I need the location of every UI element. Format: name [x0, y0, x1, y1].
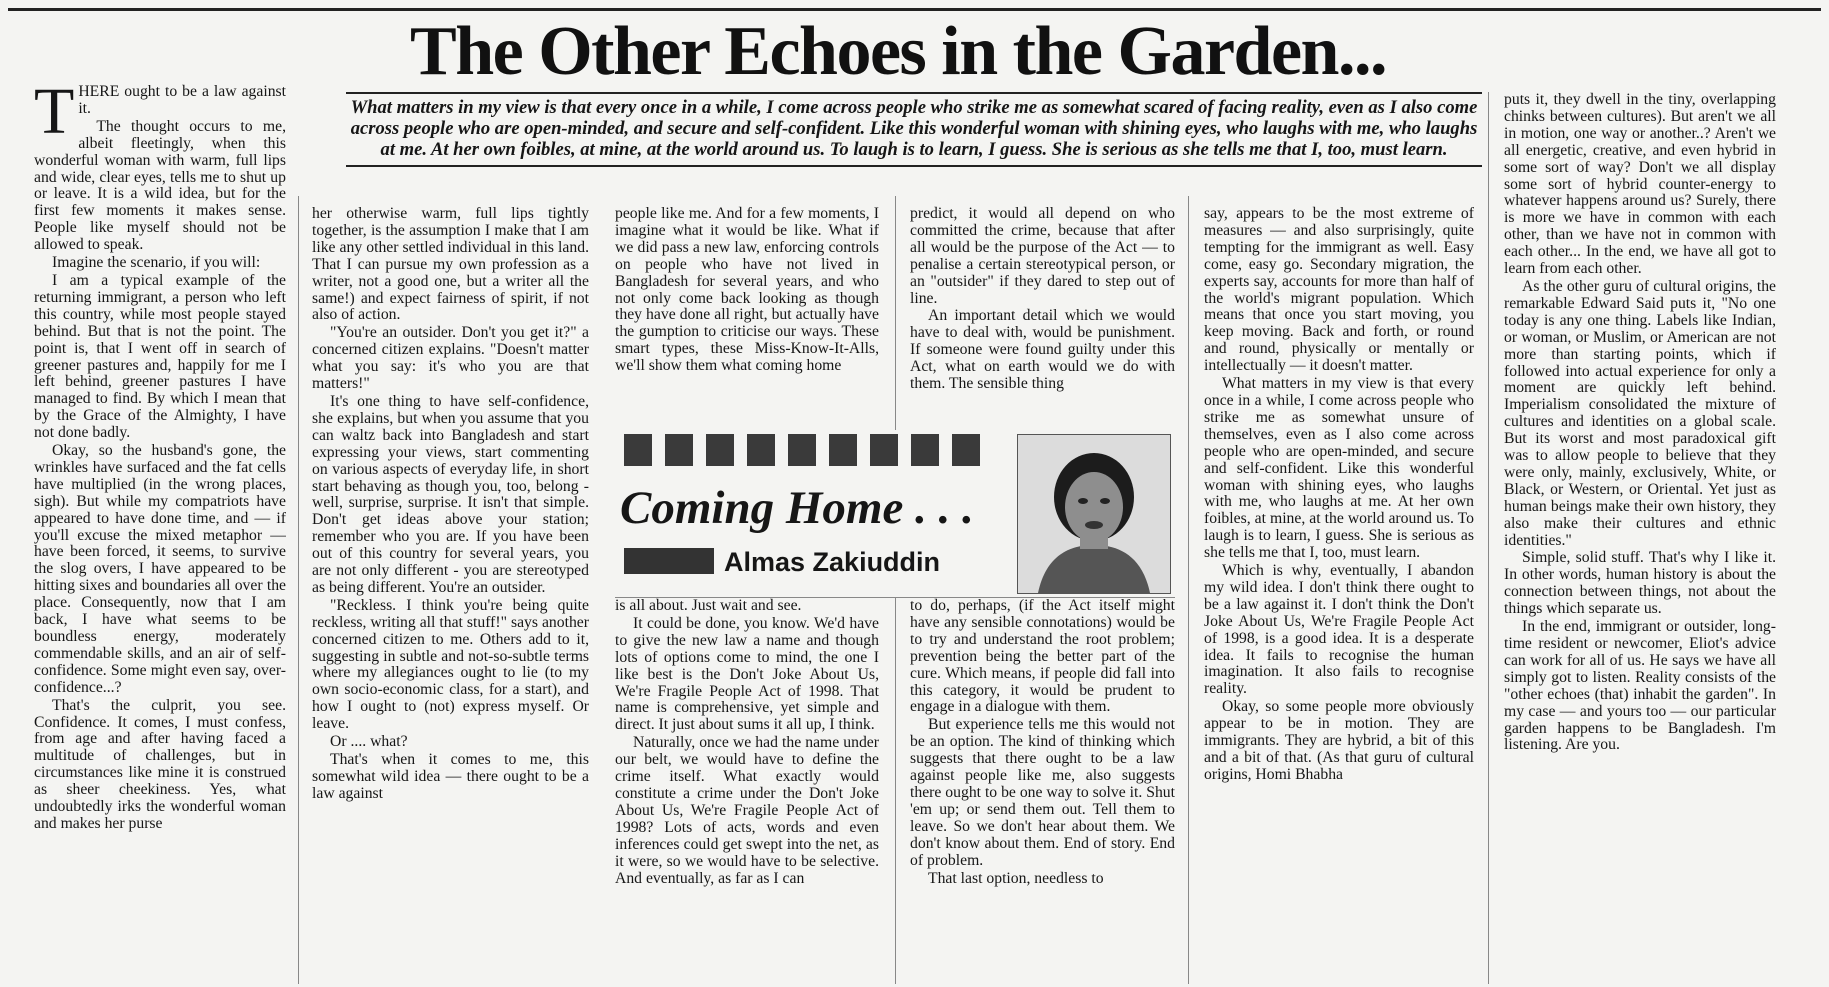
square-icon — [624, 434, 652, 466]
article-paragraph: Or .... what? — [330, 733, 408, 751]
author-byline: Almas Zakiuddin — [724, 547, 941, 577]
article-paragraph: people like me. And for a few moments, I imagine what it would be like. What if we did pass a new law, enforcing controls on people who have not lived in Bangladesh for several years, and who not only come back looking as though they have done all right, but actually have the gumption to criticise our ways. These smart types, these Miss-Know-It-Alls, we'll show them what coming home — [615, 206, 879, 375]
byline-bar — [624, 548, 714, 574]
column-divider — [895, 196, 896, 430]
article-paragraph: That last option, needless to — [928, 869, 1104, 887]
article-paragraph: I am a typical example of the returning immigrant, a person who left this country, while most people stayed behind. But that is not the point. The point is, that I went off in search of greener pastures and, happily for me I left behind, greener pastures I have managed to find. By which I mean that by the Grace of the Almighty, I have not done badly. — [34, 271, 286, 442]
article-paragraph: But experience tells me this would not be an option. The kind of thinking which suggests that there ought to be a law against people like me, also suggests there ought to be one way to solve it. Shut 'em up; or send them out. Tell them to leave. So we don't hear about them. We don't know about them. End of story. End of problem. — [910, 716, 1175, 869]
portrait-icon — [1018, 435, 1170, 593]
article-paragraph: Naturally, once we had the name under our belt, we would have to define the crime itself. What exactly would constitute a crime under the Don't Joke About Us, We're Fragile People Act of 1998? Lots of acts, words and even inferences could get swept into the net, as it were, so we would have to be selective. And eventually, as far as I can — [615, 734, 879, 887]
article-paragraph: That's the culprit, you see. Confidence. It comes, I must confess, from age and after having faced a multitude of challenges, but in circumstances like mine it is construed as sheer cheekiness. Yes, what undoubtedly irks the wonderful woman and makes her purse — [34, 696, 286, 832]
article-paragraph: That's when it comes to me, this somewhat wild idea — there ought to be a law against — [312, 751, 589, 802]
article-paragraph: As the other guru of cultural origins, the remarkable Edward Said puts it, "No one today is any one thing. Labels like Indian, or woman, or Muslim, or American are not more than starting points, which if followed into actual experience for only a moment are quickly left behind. Imperialism consolidated the mixture of cultures and identities on a global scale. But its worst and most paradoxical gift was to allow people to believe that they were only, mainly, exclusively, White, or Black, or Western, or Oriental. Yet just as human beings make their own history, they also make their cultures and ethnic identities." — [1504, 277, 1776, 549]
article-paragraph: is all about. Just wait and see. — [615, 598, 802, 614]
article-column-4-bottom — [910, 598, 1175, 984]
square-icon — [911, 434, 939, 466]
article-paragraph: predict, it would all depend on who committed the crime, because that after all would be the purpose of the Act — to penalise a certain stereotypical person, or an "outsider" if they dared to step out of line. — [910, 206, 1175, 307]
article-paragraph: In the end, immigrant or outsider, long-time resident or newcomer, Eliot's advice can work for all of us. He says we have all simply got to listen. Reality consists of the "other echoes (that) inhabit the garden". In my case — and yours too — our particular garden happens to be Bangladesh. I'm listening. Are you. — [1504, 618, 1776, 754]
article-paragraph: say, appears to be the most extreme of measures — and also surprisingly, quite tempting for the immigrant as well. Easy come, easy go. Secondary migration, the experts say, accounts for more than half of the world's migrant population. Which means that once you start moving, you keep moving. Back and forth, or round and round, physically or mentally or intellectually — it doesn't matter. — [1204, 206, 1474, 375]
article-paragraph: her otherwise warm, full lips tightly together, is the assumption I make that I am like any other settled individual in this land. That I can pursue my own profession as a writer, not a good one, but a writer all the same!) and expect fairness of spirit, if not also of action. — [312, 206, 589, 324]
column-divider — [298, 196, 299, 984]
article-paragraph: It could be done, you know. We'd have to give the new law a name and though lots of options come to mind, the one I like best is the Don't Joke About Us, We're Fragile People Act of 1998. That name is comprehensive, yet simple and direct. It just about sums it all up, I think. — [615, 614, 879, 734]
decorative-squares — [624, 434, 980, 466]
square-icon — [747, 434, 775, 466]
article-paragraph: An important detail which we would have to deal with, would be punishment. If someone were found guilty under this Act, what on earth would we do with them. The sensible thing — [910, 307, 1175, 393]
pull-quote-text: What matters in my view is that every once in a while, I come across people who strike me as somewhat scared of facing reality, even as I also come across people who are open-minded, and secure and self-confident. Like this wonderful woman with shining eyes, who laughs with me, who laughs at me. At her own foibles, at mine, at the world around us. To laugh is to learn, I guess. She is serious as she tells me that I, too, must learn. — [350, 97, 1478, 161]
square-icon — [952, 434, 980, 466]
author-photo — [1017, 434, 1171, 594]
pull-quote — [346, 92, 1482, 167]
square-icon — [706, 434, 734, 466]
column-divider — [1488, 92, 1489, 984]
article-paragraph: Simple, solid stuff. That's why I like it. In other words, human history is about the connection between things, not about the things which separate us. — [1504, 549, 1776, 618]
top-rule — [8, 8, 1821, 11]
article-paragraph: "Reckless. I think you're being quite reckless, writing all that stuff!" says another concerned citizen to me. Others add to it, suggesting in subtle and not-so-subtle terms where my allegiances ought to lie (to my own socio-economic class, for a start), and how I ought to (not) express myself. Or leave. — [312, 596, 589, 733]
article-paragraph: It's one thing to have self-confidence, she explains, but when you assume that you can waltz back into Bangladesh and start expressing your views, start commenting on various aspects of everyday life, in short start behaving as though you, too, belong - well, surprise, surprise. It isn't that simple. Don't get ideas above your station; remember who you are. If you have been out of this country for several years, you are not only different - you are stereotyped as being different. You're an outsider. — [312, 392, 589, 596]
article-column-3-top — [615, 206, 879, 426]
article-paragraph: puts it, they dwell in the tiny, overlapping chinks between cultures). But aren't we all in motion, one way or another..? Aren't we all energetic, creative, and even hybrid in some sort of way? Don't we all display some sort of hybrid counter-energy to whatever happens around us? Surely, there is more we have in common with each other, than we have not in common with each other... In the end, we have all got to learn from each other. — [1504, 92, 1776, 278]
article-column-4-top — [910, 206, 1175, 426]
column-title: Coming Home . . . — [620, 482, 974, 534]
square-icon — [665, 434, 693, 466]
article-paragraph: Which is why, eventually, I abandon my wild idea. I don't think there ought to be a law against it. I don't think the Don't Joke About Us, We're Fragile People Act of 1998, is a good idea. It is a desperate idea. It fails to recognise the human imagination. It also fails to recognise reality. — [1204, 562, 1474, 698]
article-column-6 — [1504, 92, 1776, 984]
article-column-3-bottom — [615, 598, 879, 984]
article-column-1 — [34, 84, 286, 984]
article-paragraph: "You're an outsider. Don't you get it?" a concerned citizen explains. "Doesn't matter what you say: it's who you are that matters!" — [312, 324, 589, 393]
article-paragraph: Okay, so the husband's gone, the wrinkles have surfaced and the fat cells have multiplied (in the wrong places, sigh). But while my compatriots have appeared to have done time, and — if you'll excuse the mixed metaphor — have been forced, it seems, to survive the slog overs, I have appeared to be hitting sixes and boundaries all over the place. Consequently, now that I am back, I have what seems to be boundless energy, moderately commendable skills, and an air of self-confidence. Some might even say, over-confidence...? — [34, 442, 286, 696]
drop-cap: T — [34, 84, 75, 148]
article-column-2 — [312, 206, 589, 984]
column-divider — [1188, 196, 1189, 984]
article-paragraph: Imagine the scenario, if you will: — [52, 254, 261, 272]
article-paragraph: HERE ought to be a law against it. — [78, 84, 286, 117]
article-column-5 — [1204, 206, 1474, 984]
headline: The Other Echoes in the Garden... — [410, 13, 1386, 90]
article-paragraph: The thought occurs to me, albeit fleetingly, when this wonderful woman with warm, full lips and wide, clear eyes, tells me to shut up or leave. It is a wild idea, but for the first few moments it makes sense. People like myself should not be allowed to speak. — [34, 117, 286, 254]
square-icon — [829, 434, 857, 466]
article-paragraph: What matters in my view is that every once in a while, I come across people who strike me as somewhat unsure of themselves, even as I also come across people who are open-minded, and secure and self-confident. Like this wonderful woman with shining eyes, who laughs with me, who laughs at me. At her own foibles, at mine, at the world around us. To laugh is to learn, I guess. She is serious as she tells me that I, too, must learn. — [1204, 375, 1474, 562]
square-icon — [788, 434, 816, 466]
article-paragraph: Okay, so some people more obviously appear to be in motion. They are immigrants. They are hybrid, a bit of this and a bit of that. (As that guru of cultural origins, Homi Bhabha — [1204, 698, 1474, 783]
article-paragraph: to do, perhaps, (if the Act itself might have any sensible connotations) would be to try and understand the root problem; prevention being the better part of the cure. Which means, if people did fall into this category, it would be prudent to engage in a dialogue with them. — [910, 598, 1175, 716]
square-icon — [870, 434, 898, 466]
column-divider — [895, 598, 896, 984]
